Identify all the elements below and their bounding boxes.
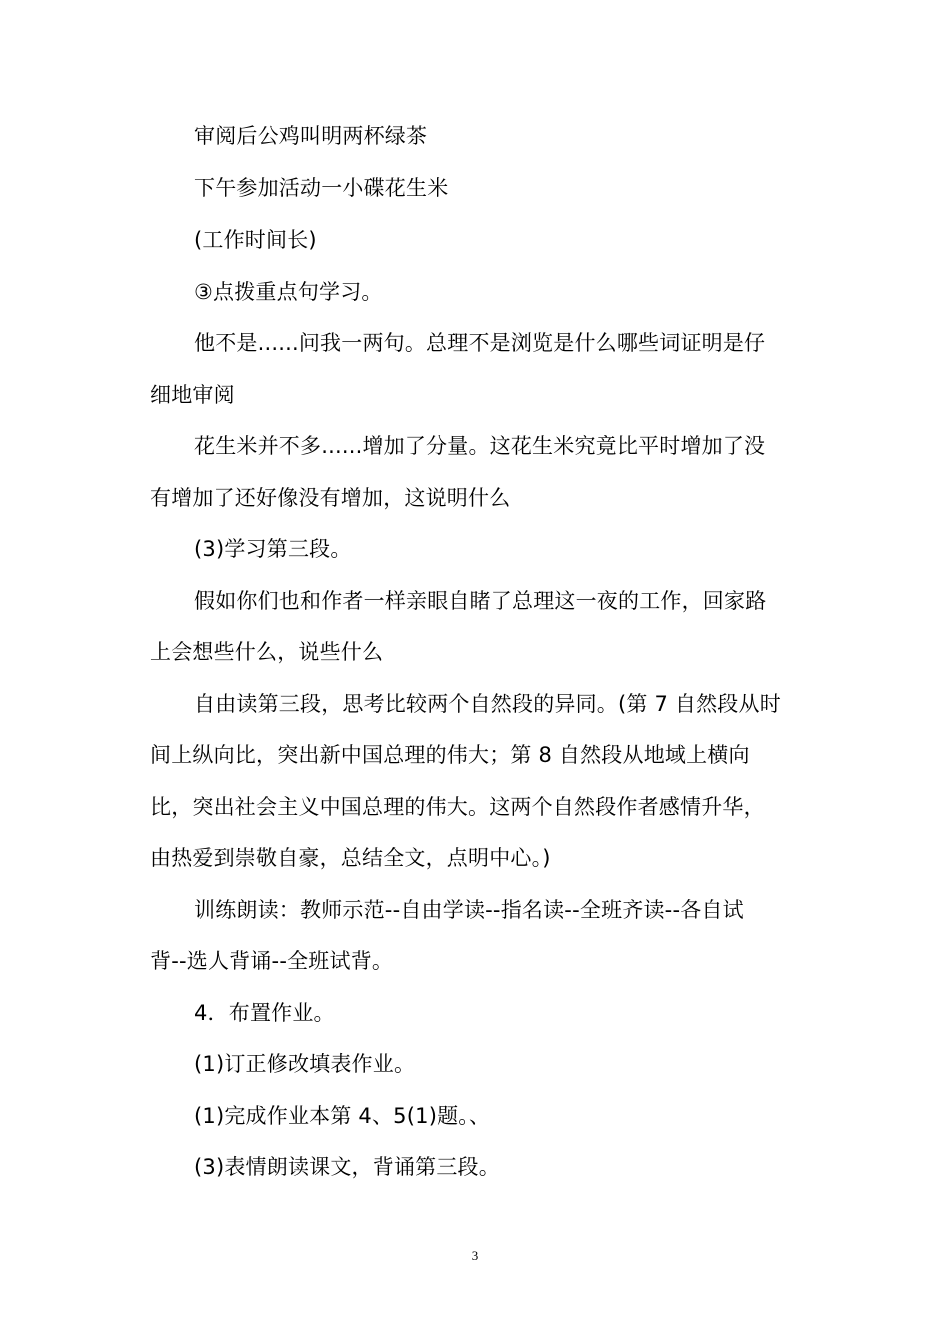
text-line: ③点拨重点句学习。 (194, 280, 383, 304)
text-line: 自由读第三段，思考比较两个自然段的异同。(第 7 自然段从时 (194, 692, 781, 716)
text-line: (工作时间长) (194, 228, 317, 252)
text-line: 比，突出社会主义中国总理的伟大。这两个自然段作者感情升华， (150, 795, 765, 819)
text-line: 下午参加活动一小碟花生米 (194, 176, 449, 200)
text-line: 训练朗读：教师示范--自由学读--指名读--全班齐读--各自试 (194, 898, 744, 922)
text-line: 上会想些什么，说些什么 (150, 640, 384, 664)
text-line: 背--选人背诵--全班试背。 (150, 949, 394, 973)
text-line: 细地审阅 (150, 383, 235, 407)
text-line: 有增加了还好像没有增加，这说明什么 (150, 486, 511, 510)
text-line: 4．布置作业。 (194, 1001, 335, 1025)
text-line: (1)订正修改填表作业。 (194, 1052, 416, 1076)
text-line: 假如你们也和作者一样亲眼自睹了总理这一夜的工作，回家路 (194, 589, 767, 613)
text-line: 审阅后公鸡叫明两杯绿茶 (194, 124, 428, 148)
text-line: 由热爱到崇敬自豪，总结全文，点明中心。) (150, 846, 551, 870)
text-line: (3)表情朗读课文，背诵第三段。 (194, 1155, 500, 1179)
text-line: 花生米并不多......增加了分量。这花生米究竟比平时增加了没 (194, 434, 766, 458)
text-line: (3)学习第三段。 (194, 537, 352, 561)
text-line: 间上纵向比，突出新中国总理的伟大；第 8 自然段从地域上横向 (150, 743, 750, 767)
text-line: (1)完成作业本第 4、5(1)题。、 (194, 1104, 491, 1128)
page-number: 3 (471, 1248, 479, 1263)
text-line: 他不是......问我一两句。总理不是浏览是什么哪些词证明是仔 (194, 331, 766, 355)
